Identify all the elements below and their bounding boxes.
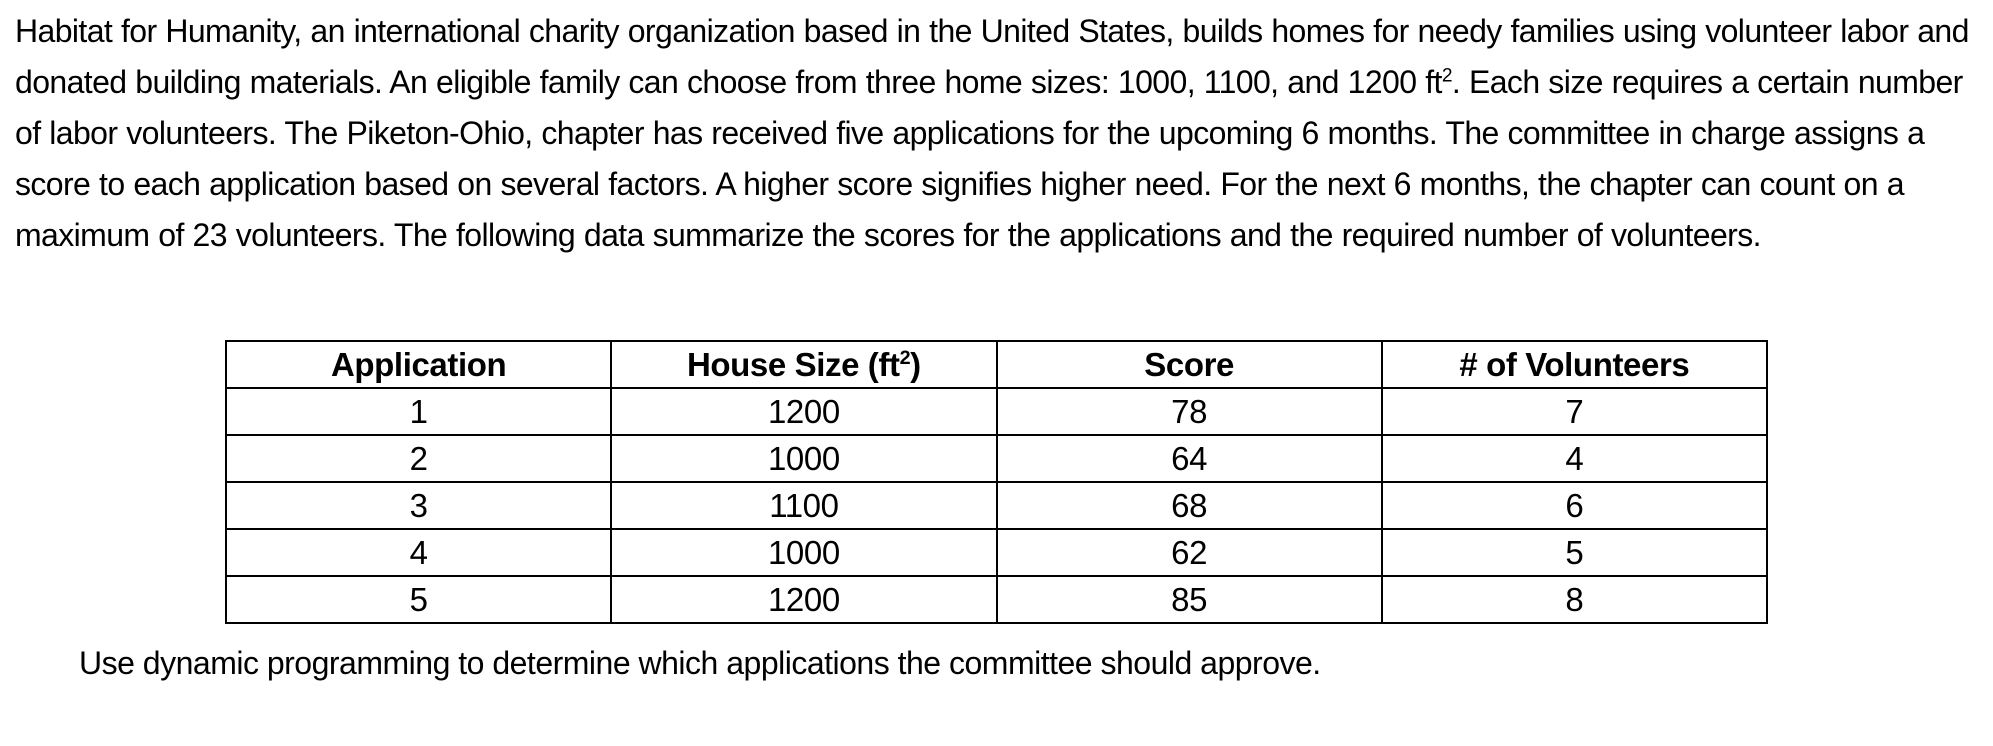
table-row xyxy=(226,576,1767,623)
cell-house-size: 1200 xyxy=(611,388,996,435)
cell-application: 5 xyxy=(226,576,611,623)
header-house-size-close: ) xyxy=(910,345,921,383)
cell-house-size: 1200 xyxy=(611,576,996,623)
problem-statement xyxy=(15,6,1975,261)
cell-house-size: 1100 xyxy=(611,482,996,529)
cell-score: 85 xyxy=(997,576,1382,623)
cell-volunteers: 6 xyxy=(1382,482,1767,529)
intro-text-part1: Habitat for Humanity, an international charity organization based in the United States, builds homes for needy families using volunteer labor and donated building materials. An eligible family can choose from three home sizes: 1000, 1100, and 1200 ft xyxy=(15,13,1969,100)
table-header-row xyxy=(226,341,1767,388)
intro-text-part2: . Each size requires a certain number of labor volunteers. The Piketon-Ohio, chapter has received five applications for the upcoming 6 months. The committee in charge assigns a score to each application based on several factors. A higher score signifies higher need. For the next 6 months, the chapter can count on a maximum of 23 volunteers. The following data summarize the scores for the applications and the required number of volunteers. xyxy=(15,64,1963,253)
cell-house-size: 1000 xyxy=(611,529,996,576)
cell-volunteers: 8 xyxy=(1382,576,1767,623)
question-text: Use dynamic programming to determine which applications the committee should approve. xyxy=(79,645,1321,681)
header-score: Score xyxy=(997,341,1382,388)
header-house-size-label: House Size (ft xyxy=(686,345,900,383)
cell-application: 1 xyxy=(226,388,611,435)
header-house-size-superscript: 2 xyxy=(899,346,911,369)
table-row xyxy=(226,388,1767,435)
cell-application: 3 xyxy=(226,482,611,529)
header-house-size xyxy=(611,341,996,388)
table-row xyxy=(226,435,1767,482)
cell-score: 64 xyxy=(997,435,1382,482)
cell-application: 4 xyxy=(226,529,611,576)
cell-score: 68 xyxy=(997,482,1382,529)
table-row xyxy=(226,482,1767,529)
header-volunteers: # of Volunteers xyxy=(1382,341,1767,388)
cell-volunteers: 5 xyxy=(1382,529,1767,576)
cell-application: 2 xyxy=(226,435,611,482)
cell-score: 62 xyxy=(997,529,1382,576)
cell-house-size: 1000 xyxy=(611,435,996,482)
intro-superscript: 2 xyxy=(1441,65,1452,87)
cell-score: 78 xyxy=(997,388,1382,435)
header-application: Application xyxy=(226,341,611,388)
cell-volunteers: 7 xyxy=(1382,388,1767,435)
cell-volunteers: 4 xyxy=(1382,435,1767,482)
applications-table xyxy=(225,340,1768,624)
table-row xyxy=(226,529,1767,576)
